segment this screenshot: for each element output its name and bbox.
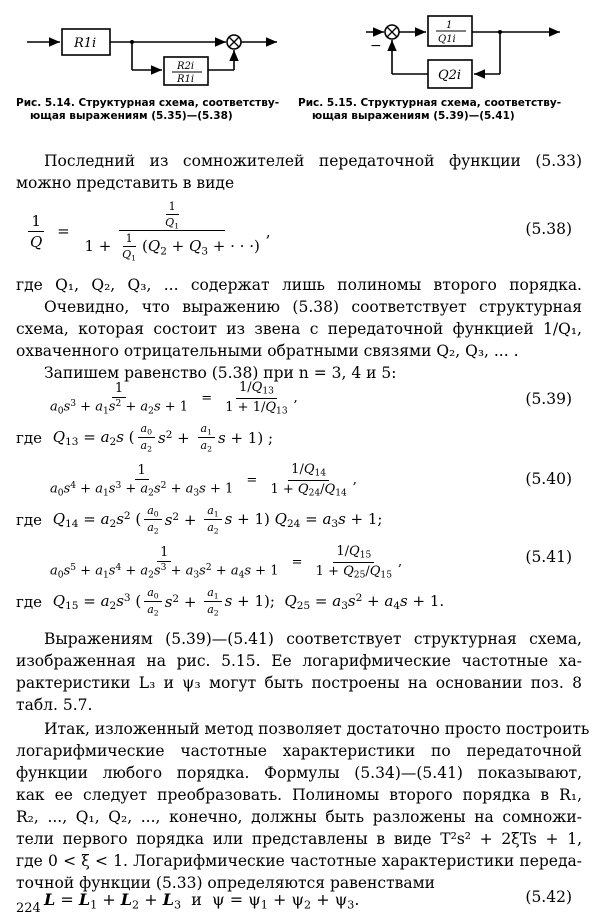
where-label: где bbox=[16, 592, 42, 611]
equation-q14: где $Q_{14} = a_2s^2$ ( $\frac{a_0}{a_2}$ $s^2$ + $\frac{a_1}{a_2}$ s + 1) $Q_{24} = a_3s + 1$; bbox=[16, 504, 383, 536]
text-line: как ее следует преобразовать. Полиномы второго порядка в R₁, bbox=[16, 786, 582, 804]
caption-line: Рис. 5.15. Структурная схема, соответству- bbox=[298, 97, 562, 109]
block-r1i-label: R1i bbox=[74, 36, 97, 51]
text-line: Очевидно, что выражению (5.38) соответствует структурная bbox=[44, 298, 582, 316]
text-line: где Q₁, Q₂, Q₃, ... содержат лишь полиномы второго порядка. bbox=[16, 276, 582, 294]
equation-number: (5.40) bbox=[525, 470, 572, 488]
paragraph-6 bbox=[16, 718, 590, 894]
equation-q13: где $Q_{13} = a_2s$ ( $\frac{a_0}{a_2}$ $s^2$ + $\frac{a_1}{a_2}$ s + 1) ; bbox=[16, 422, 273, 454]
equation-5-42: $L = L_1 + L_2 + L_3$ и $\psi = \psi_1 + \psi_2 + \psi_3$. bbox=[44, 890, 360, 912]
paragraph-2 bbox=[16, 274, 582, 384]
text-line: функции любого порядка. Формулы (5.34)—(5.41) показывают, bbox=[16, 764, 582, 782]
caption-line: Рис. 5.14. Структурная схема, соответству- bbox=[16, 97, 280, 109]
block1-denominator: Q1i bbox=[438, 34, 456, 45]
figure-5-14-caption bbox=[16, 97, 288, 123]
paragraph-1 bbox=[16, 150, 582, 194]
equation-number: (5.42) bbox=[525, 888, 572, 906]
equation-5-38: $\frac{1}{Q}$ = $\frac{1}{Q_1}$ 1 + $\frac{1}{Q_1}$ ($Q_2 + Q_3$ + · · ·) , bbox=[30, 200, 271, 263]
block-q2i-label: Q2i bbox=[438, 68, 462, 83]
figure-5-15-diagram bbox=[328, 8, 568, 96]
text-line: Выражениям (5.39)—(5.41) соответствует структурная схема, bbox=[44, 630, 582, 648]
equation-5-41: $\frac{1}{a_0s^5 + a_1s^4 + a_2s^3 + a_3s^2 + a_4s + 1}$ = $\frac{1/Q_{15}}{1 + Q_{25}/Q_{15}}$ , bbox=[50, 544, 403, 581]
text-line: Запишем равенство (5.38) при n = 3, 4 и 5: bbox=[44, 364, 397, 382]
text-line: рактеристики L₃ и ψ₃ могут быть построены на основании поз. 8 bbox=[16, 674, 582, 692]
block2-denominator: R1i bbox=[177, 74, 195, 85]
equation-5-39: $\frac{1}{a_0s^3 + a_1s^2 + a_2s + 1}$ = $\frac{1/Q_{13}}{1 + 1/Q_{13}}$ , bbox=[50, 380, 298, 417]
where-label: где bbox=[16, 510, 42, 529]
block1-numerator: 1 bbox=[446, 20, 453, 31]
page-number: 224 bbox=[16, 901, 41, 916]
text-line: логарифмические частотные характеристики по передаточной bbox=[16, 742, 582, 760]
text-line: схема, которая состоит из звена с передаточной функцией 1/Q₁, bbox=[16, 320, 582, 338]
text-line: тели первого порядка или представлены в виде T²s² + 2ξTs + 1, bbox=[16, 830, 582, 848]
figure-5-14-diagram bbox=[22, 14, 282, 94]
caption-line: ющая выражениям (5.35)—(5.38) bbox=[30, 110, 233, 122]
text-line: Последний из сомножителей передаточной функции (5.33) bbox=[44, 152, 582, 170]
paragraph-5 bbox=[16, 628, 582, 716]
figure-5-15-caption bbox=[298, 97, 588, 123]
minus-sign: − bbox=[370, 38, 382, 54]
text-line: можно представить в виде bbox=[16, 174, 235, 192]
text-line: где 0 < ξ < 1. Логарифмические частотные характеристики переда- bbox=[16, 852, 582, 870]
equation-number: (5.41) bbox=[525, 548, 572, 566]
block2-numerator: R2i bbox=[177, 61, 195, 72]
text-line: точной функции (5.33) определяются равенствами bbox=[16, 874, 435, 892]
caption-line: ющая выражениям (5.39)—(5.41) bbox=[312, 110, 515, 122]
text-line: изображенная на рис. 5.15. Ее логарифмические частотные ха- bbox=[16, 652, 582, 670]
text-line: охваченного отрицательными обратными связями Q₂, Q₃, ... . bbox=[16, 342, 519, 360]
equation-5-40: $\frac{1}{a_0s^4 + a_1s^3 + a_2s^2 + a_3s + 1}$ = $\frac{1/Q_{14}}{1 + Q_{24}/Q_{14}}$ , bbox=[50, 462, 357, 499]
text-line: Итак, изложенный метод позволяет достаточно просто построить bbox=[44, 720, 590, 738]
where-label: где bbox=[16, 428, 42, 447]
text-line: R₂, ..., Q₁, Q₂, ..., конечно, должны быть разложены на сомножи- bbox=[16, 808, 582, 826]
equation-number: (5.39) bbox=[525, 390, 572, 408]
text-line: табл. 5.7. bbox=[16, 696, 93, 714]
equation-number: (5.38) bbox=[525, 220, 572, 238]
equation-q15: где $Q_{15} = a_2s^3$ ( $\frac{a_0}{a_2}$ $s^2$ + $\frac{a_1}{a_2}$ s + 1); $Q_{25} = a_3s^2 + a_4s + 1$. bbox=[16, 586, 445, 618]
